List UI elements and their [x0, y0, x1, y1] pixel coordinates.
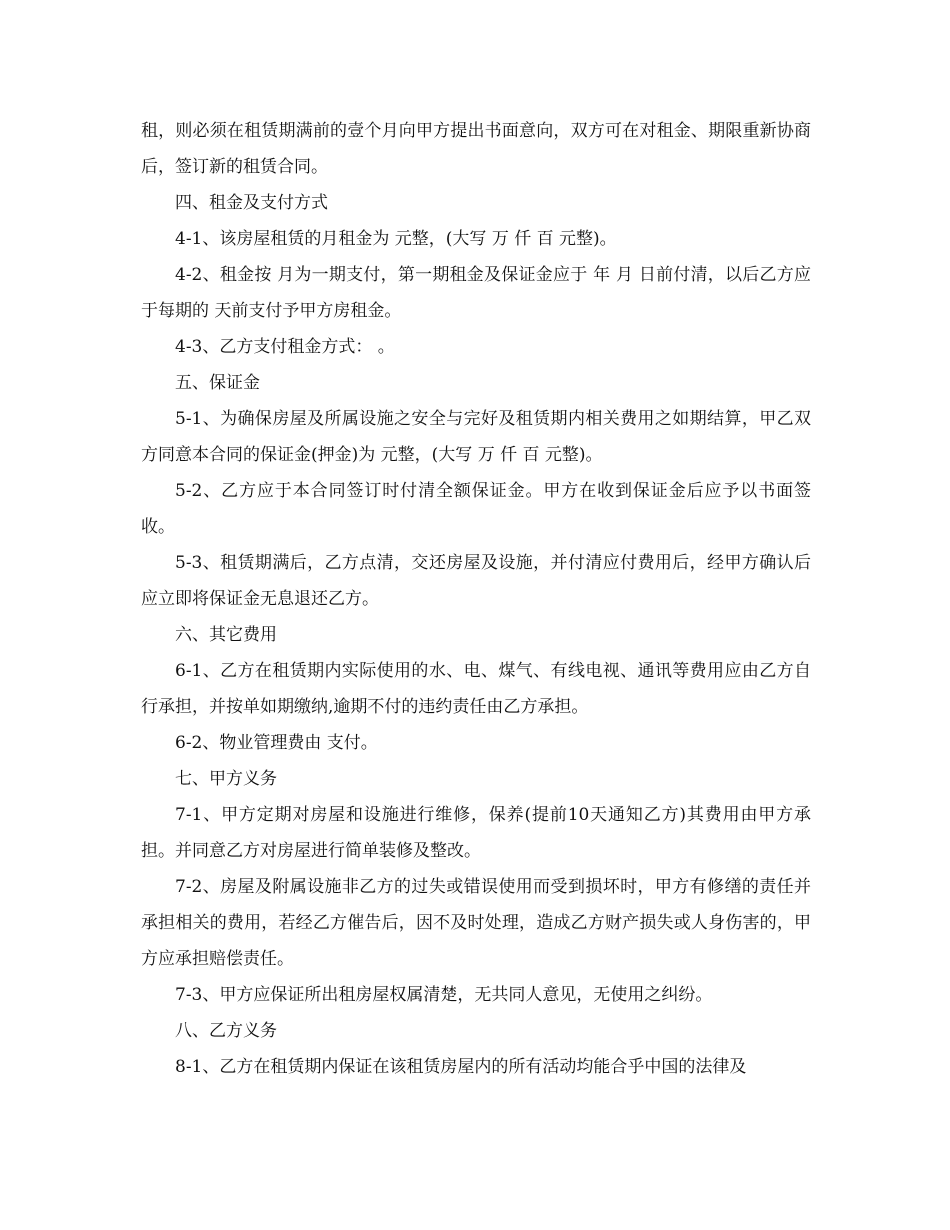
- section-heading-deposit: 五、保证金: [175, 373, 260, 393]
- section-heading-party-b-obligations: 八、乙方义务: [175, 1021, 277, 1041]
- clause-8-1: 8-1、乙方在租赁期内保证在该租赁房屋内的所有活动均能合乎中国的法律及: [175, 1057, 747, 1077]
- section-heading-party-a-obligations: 七、甲方义务: [175, 769, 277, 789]
- section-heading-rent-payment: 四、租金及支付方式: [175, 193, 328, 213]
- clause-5-2: 5-2、乙方应于本合同签订时付清全额保证金。甲方在收到保证金后应予以书面签收。: [141, 481, 811, 537]
- paragraph-continuation: 租，则必须在租赁期满前的壹个月向甲方提出书面意向，双方可在对租金、期限重新协商后，签订新的租赁合同。: [141, 121, 811, 177]
- clause-7-3: 7-3、甲方应保证所出租房屋权属清楚，无共同人意见，无使用之纠纷。: [175, 985, 713, 1005]
- clause-4-3: 4-3、乙方支付租金方式： 。: [175, 337, 395, 357]
- document-body: [141, 113, 811, 1085]
- clause-6-1: 6-1、乙方在租赁期内实际使用的水、电、煤气、有线电视、通讯等费用应由乙方自行承担，并按单如期缴纳,逾期不付的违约责任由乙方承担。: [141, 661, 811, 717]
- clause-5-1: 5-1、为确保房屋及所属设施之安全与完好及租赁期内相关费用之如期结算，甲乙双方同意本合同的保证金(押金)为 元整，(大写 万 仟 百 元整)。: [141, 409, 811, 465]
- clause-6-2: 6-2、物业管理费由 支付。: [175, 733, 378, 753]
- clause-5-3: 5-3、租赁期满后，乙方点清，交还房屋及设施，并付清应付费用后，经甲方确认后应立即将保证金无息退还乙方。: [141, 553, 811, 609]
- clause-7-2: 7-2、房屋及附属设施非乙方的过失或错误使用而受到损坏时，甲方有修缮的责任并承担相关的费用，若经乙方催告后，因不及时处理，造成乙方财产损失或人身伤害的，甲方应承担赔偿责任。: [141, 877, 811, 969]
- clause-7-1: 7-1、甲方定期对房屋和设施进行维修，保养(提前10天通知乙方)其费用由甲方承担。并同意乙方对房屋进行简单装修及整改。: [141, 805, 811, 861]
- section-heading-other-fees: 六、其它费用: [175, 625, 277, 645]
- clause-4-2: 4-2、租金按 月为一期支付，第一期租金及保证金应于 年 月 日前付清，以后乙方应于每期的 天前支付予甲方房租金。: [141, 265, 811, 321]
- clause-4-1: 4-1、该房屋租赁的月租金为 元整，(大写 万 仟 百 元整)。: [175, 229, 617, 249]
